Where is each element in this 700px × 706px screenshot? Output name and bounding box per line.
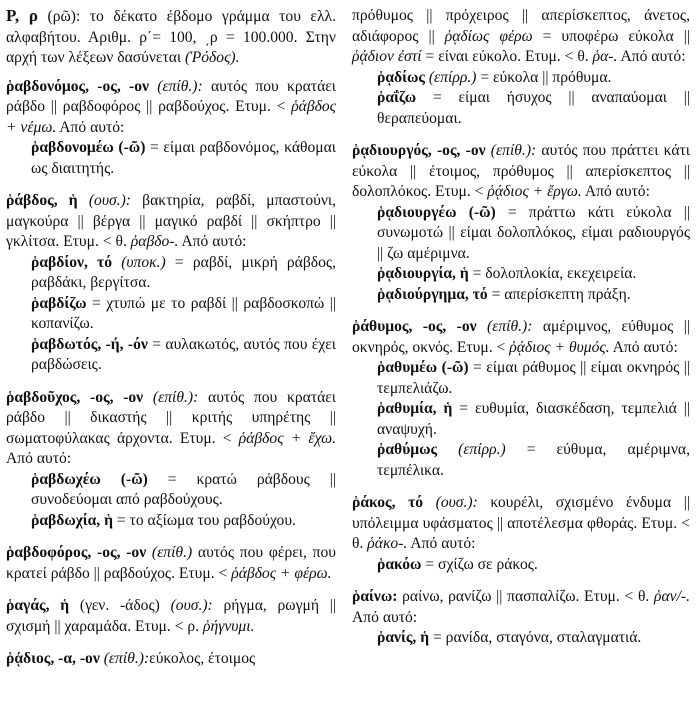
entry-etymology: ῥάκο-. [367,535,408,552]
entry-definition: βακτηρία, ραβδί, μπαστούνι, μαγκούρα || βέργα || μαγικό ραβδί || σκήπτρο || γκλίτσα. Ετυμ. < θ. [6,192,336,250]
entry-tail: Από αυτό: [617,48,686,65]
subentry [352,358,690,399]
entry-pos: (επίθ.): [485,142,537,159]
entry-definition: (ρῶ): το δέκατο έβδομο γράμμα του ελλ. αλφαβήτου. Αριθμ. ρ΄= 100, ͵ρ = 100.000. Στην αρχή των λέξεων δασύνεται [6,8,336,66]
entry-tail: Από αυτό: [56,118,125,136]
subentry-definition: = είμαι ραβδονόμος, κάθομαι ως διαιτητής. [31,139,336,177]
subentry [352,88,690,129]
entry-head: Ρ, ρ [6,6,39,25]
subentry-head: ῥαβδωχία, ἡ [31,511,113,529]
entry-head: ῥαγάς, ἡ [6,597,70,614]
entry-etymology: ῥαβδο-. [130,233,179,250]
entry-head: ῥάβδος, ἡ [6,192,78,209]
subentry-head: ῥαΐζω [377,89,417,106]
subentry [352,555,690,576]
entry-etymology: ῥᾴδιος + ἔργω. [487,183,582,200]
entry-phrase: ῥᾴδιον ἐστί [352,48,422,65]
entry-radiourgos [352,141,690,305]
subentry-pos: (υποκ.) [112,253,166,271]
entry-definition: = υποφέρω εύκολα || [532,27,690,45]
entry-etymology: ῥήγνυμι. [202,617,255,635]
subentry-head: ῥᾳδιούργημα, τό [377,285,488,303]
subentry-head: ῥαβδωτός, -ή, -όν [31,335,148,353]
entry-tail: Από αυτό: [407,535,476,552]
subentry [6,470,336,511]
subentry-head: ῥαβδωχέω (-ῶ) [31,470,148,488]
subentry-head: ῥαθύμως [377,441,438,458]
entry-tail: Από αυτό: [178,233,247,250]
subentry-head: ῥᾳδίως [377,68,425,86]
entry-definition: αυτός που κρατάει ράβδο || δικαστής || κριτής υπηρέτης || σωματοφύλακας άρχοντα. Ετυμ. < [6,388,336,447]
entry-head: ῥαβδονόμος, -ος, -ον [6,77,149,95]
subentry-pos: (επίρρ.) [424,68,477,86]
subentry-definition: = εύκολα || πρόθυμα. [476,68,612,86]
subentry-definition: = ραβδί, μικρή ράβδος, ραβδάκι, βεργίτσα. [31,253,336,291]
entry-rabdouchos [6,388,336,532]
subentry [6,138,336,179]
entry-definition: αυτός που κρατάει ράβδο || ραβδοφόρος || ραβδούχος. Ετυμ. < [6,77,336,115]
subentry [352,628,690,649]
entry-pos: (επίθ.): [148,77,203,95]
subentry-definition: = πράττω κάτι εύκολα || συνωμοτώ || είμαι δολοπλόκος, είμαι ραδιουργός || ζω αμέριμνα. [377,203,690,262]
subentry-definition: = ευθυμία, διασκέδαση, τεμπελιά || αναψυχή. [377,400,691,438]
entry-definition: κουρέλι, σχισμένο ένδυμα || υπόλειμμα υφάσματος || αποτέλεσμα φθοράς. Ετυμ. < θ. [352,494,690,552]
entry-head: ῥάκος, τό [352,494,424,511]
subentry-definition: = κρατώ ράβδους || συνοδεύομαι από ραβδούχους. [31,470,336,508]
entry-definition: εύκολος, έτοιμος [149,650,256,667]
entry-definition: = είναι εύκολο. Ετυμ. < θ. [421,48,593,65]
entry-pos: (ουσ.): [159,597,213,614]
entry-pos: (επίθ.): [476,318,533,335]
entry-pos: (ουσ.): [423,494,478,511]
entry-etymology: ῥα-. [592,48,618,65]
subentry [6,294,336,335]
entry-pos: (επίθ.) [146,544,193,561]
entry-rabdonomos [6,77,336,180]
subentry-definition: = χτυπώ με το ραβδί || ραβδοσκοπώ || κοπανίζω. [31,294,336,332]
subentry [352,203,690,265]
entry-pos: (επίθ.): [99,650,150,667]
entry-pos: (επίθ.): [143,388,199,406]
entry-definition: πρόθυμος || πρόχειρος || απερίσκεπτος, άνετος, αδιάφορος || [352,7,690,45]
entry-definition: ρήγμα, ρωγμή || σχισμή || χαραμάδα. Ετυμ. < ρ. [6,597,336,635]
right-column [352,6,690,661]
entry-definition: ραίνω, ρανίζω || πασπαλίζω. Ετυμ. < θ. [397,588,654,605]
entry-head: ῥᾴδιος, -α, -ον [6,650,100,667]
entry-raino [352,587,690,649]
subentry-head: ῥαθυμία, ἡ [377,400,453,417]
entry-letter-rho [6,6,336,69]
entry-etymology: ῥᾴδιος + θυμός. [509,338,610,356]
subentry [6,253,336,294]
entry-rabdos [6,191,336,376]
subentry-definition: = είμαι ράθυμος || είμαι οκνηρός || τεμπελιάζω. [377,359,690,397]
entry-definition: αυτός που φέρει, που κρατεί ράβδο || ραβδούχος. Ετυμ. < [6,544,336,582]
subentry-definition: = ρανίδα, σταγόνα, σταλαγματιά. [429,629,642,646]
subentry-definition: = αυλακωτός, αυτός που έχει ραβδώσεις. [31,335,337,373]
subentry [6,511,336,532]
subentry-definition: = απερίσκεπτη πράξη. [487,285,631,303]
entry-ragas [6,596,336,637]
entry-definition: αυτός που πράττει κάτι εύκολα || έτοιμος, πρόθυμος || απερίσκεπτος || δολοπλόκος. Ετυμ. < [352,142,690,200]
subentry-head: ῥακόω [377,555,422,573]
subentry-definition: = δολοπλοκία, εκεχειρεία. [468,265,637,282]
subentry-definition: = σχίζω σε ράκος. [421,555,538,573]
entry-head: ῥαβδοῦχος, -ος, -ον [6,388,144,406]
subentry [352,440,690,481]
entry-radios [6,649,336,670]
entry-radios-continued [352,6,690,129]
left-column [6,6,336,682]
entry-definition: αμέριμνος, εύθυμος || οκνηρός, οκνός. Ετυμ. < [352,318,690,356]
entry-etymology: ῥάβδος + ἔχω. [238,429,337,447]
entry-pos: (ουσ.): [77,192,131,209]
entry-tail: Από αυτό: [609,338,678,356]
entry-etymology: ῥάβδος + νέμω. [6,98,336,136]
entry-etymology: ῥάβδος + φέρω. [231,564,332,582]
subentry [6,335,336,376]
entry-genitive: (γεν. -άδος) [69,597,160,614]
entry-phrase: ῥᾳδίως φέρω [444,27,533,45]
subentry-definition: = είμαι ήσυχος || αναπαύομαι || θεραπεύομαι. [377,89,690,127]
subentry-pos: (επίρρ.) [437,441,506,458]
subentry [352,264,690,285]
subentry-head: ῥᾳδιουργέω (-ῶ) [377,203,496,221]
entry-head: ῥᾳδιουργός, -ος, -ον [352,142,486,159]
entry-rabdoforos [6,543,336,584]
entry-tail: Από αυτό: [352,608,418,626]
entry-tail: Από αυτό: [581,183,650,200]
entry-rathymos [352,317,690,481]
entry-tail: Από αυτό: [6,450,72,467]
subentry-definition: = το αξίωμα του ραβδούχου. [112,511,296,529]
subentry-head: ῥαβδίον, τό [31,253,113,271]
subentry [352,399,690,440]
entry-example: (Ῥόδος). [185,49,240,66]
subentry-head: ῥανίς, ἡ [377,629,430,646]
subentry [352,68,690,89]
subentry [352,285,690,306]
entry-head: ῥάθυμος, -ος, -ον [352,318,477,335]
entry-head: ῥαίνω: [352,588,398,605]
entry-head: ῥαβδοφόρος, -ος, -ον [6,544,147,561]
subentry-definition: = εύθυμα, αμέριμνα, τεμπέλικα. [377,441,690,479]
entry-rakos [352,493,690,575]
entry-etymology: ῥαν/-. [653,588,690,605]
subentry-head: ῥαβδίζω [31,294,87,312]
subentry-head: ῥαβδονομέω (-ῶ) [31,139,146,156]
subentry-head: ῥαθυμέω (-ῶ) [377,359,469,376]
subentry-head: ῥᾳδιουργία, ἡ [377,265,469,282]
